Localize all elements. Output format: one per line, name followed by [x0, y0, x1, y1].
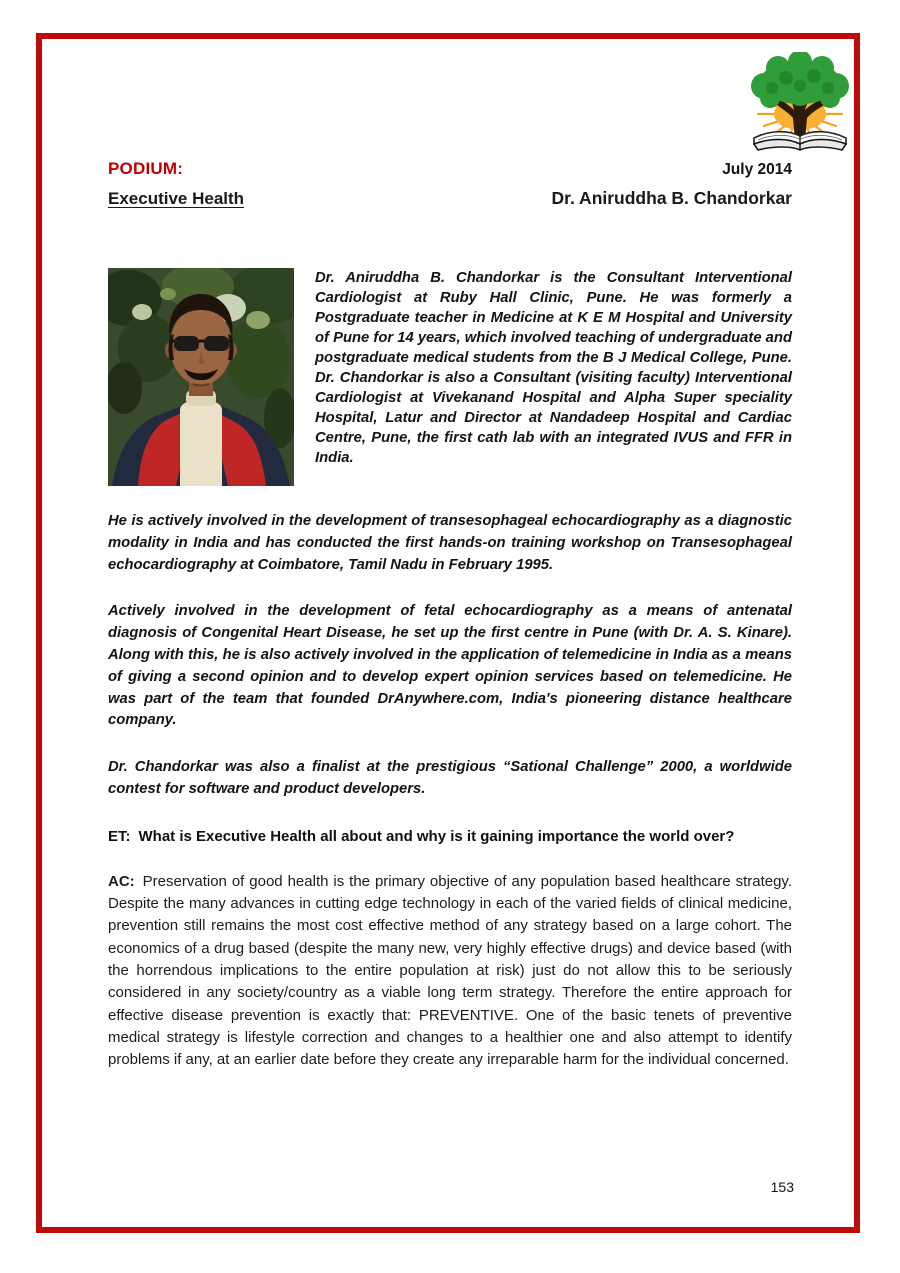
bio-paragraph-3: Actively involved in the development of fetal echocardiography as a means of antenatal diagnosis of Congenital Heart Disease, he set up the first centre in Pune (with Dr. A. S. Kinare). Along with this, he is also actively involved in the application of telemedicine in India as a means of giving a second opinion and to develop expert opinion services based on telemedicine. He was part of the team that founded DrAnywhere.com, India's pioneering distance healthcare company.: [108, 603, 792, 729]
section-title: Executive Health: [108, 189, 245, 208]
answer-speaker-label: AC:: [108, 872, 135, 890]
section-label: PODIUM:: [108, 159, 184, 178]
author-name: Dr. Aniruddha B. Chandorkar: [551, 188, 792, 208]
bio-paragraph-4: Dr. Chandorkar was also a finalist at the prestigious “Sational Challenge” 2000, a worldwide contest for software and product developers.: [108, 759, 792, 797]
answer-text: Preservation of good health is the primary objective of any population based healthcare strategy. Despite the many advances in cutting edge technology in each of the varied fields of clinical medicine, prevention still remains the most cost effective method of any strategy based on a large cohort. The economics of a drug based (despite the many new, very highly effective drugs) and device based (with the horrendous implications to the entire population at risk) just do not allow this to be seriously considered in any society/country as a viable long term strategy. Therefore the entire approach for effective disease prevention is exactly that: PREVENTIVE. One of the basic tenets of preventive medical strategy is lifestyle correction and changes to a healthier one and also attempt to identify problems if any, at an earlier date before they create any irreparable harm for the individual concerned.: [108, 872, 792, 1069]
bio-intro-row: [108, 268, 792, 486]
question-text: What is Executive Health all about and why is it gaining importance the world over?: [138, 827, 735, 845]
page-number: 153: [770, 1179, 794, 1195]
page-header: [108, 159, 792, 209]
portrait-photo: [108, 268, 294, 486]
question-speaker-label: ET:: [108, 827, 131, 845]
tree-over-open-book-logo-icon: [742, 52, 858, 155]
bio-paragraph-2: He is actively involved in the development of transesophageal echocardiography as a diagnostic modality in India and has conducted the first hands-on training workshop on Transesophageal echocardiography at Coimbatore, Tamil Nadu in February 1995.: [108, 513, 792, 573]
issue-date: July 2014: [722, 161, 792, 178]
interview-question: [108, 826, 792, 847]
article-body: [108, 268, 792, 1071]
interview-answer: [108, 871, 792, 1072]
bio-paragraph-1: Dr. Aniruddha B. Chandorkar is the Consultant Interventional Cardiologist at Ruby Hall Clinic, Pune. He was formerly a Postgraduate teacher in Medicine at K E M Hospital and University of Pune for 14 years, which involved teaching of undergraduate and postgraduate medical students from the B J Medical College, Pune. Dr. Chandorkar is also a Consultant (visiting faculty) Interventional Cardiologist at Vivekanand Hospital and Alpha Super speciality Hospital, Latur and Director at Nandadeep Hospital and Cardiac Centre, Pune, the first cath lab with an integrated IVUS and FFR in India.: [315, 270, 792, 466]
